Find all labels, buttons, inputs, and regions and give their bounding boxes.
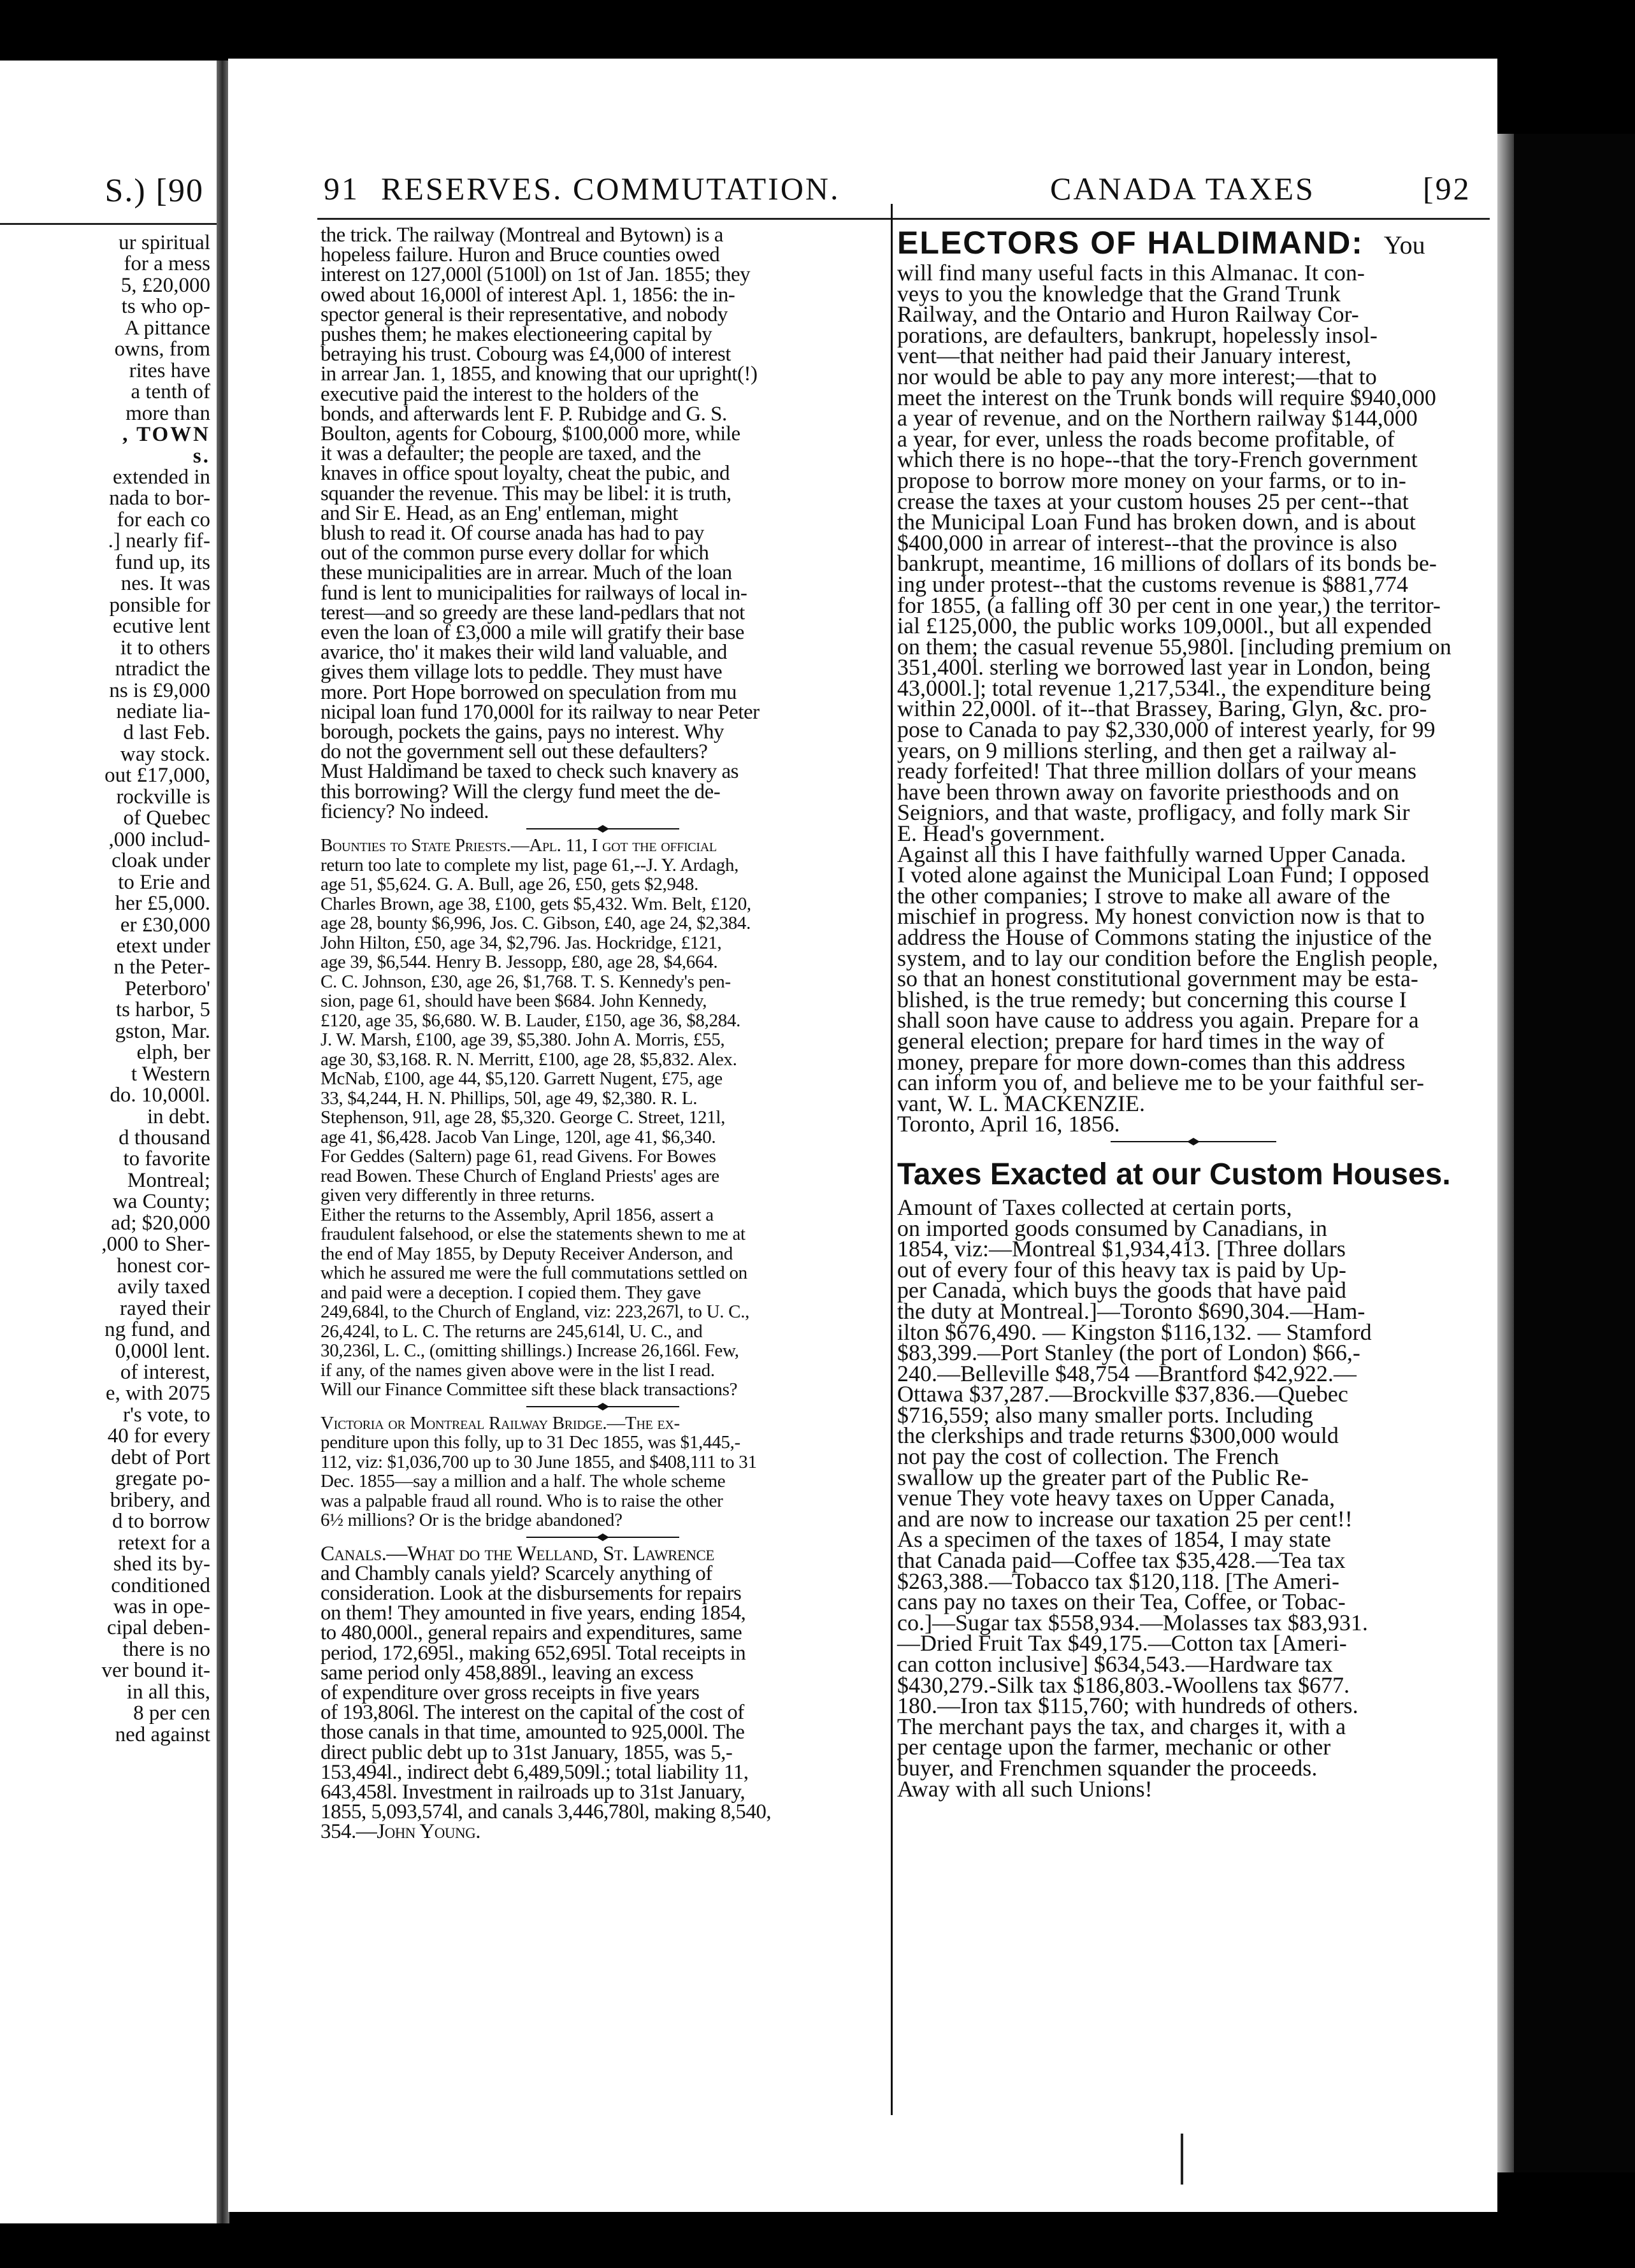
text-line: 6½ millions? Or is the bridge abandoned? [321, 1510, 623, 1531]
text-line: buyer, and Frenchmen squander the proceeds. [897, 1755, 1318, 1781]
text-line: return too late to complete my list, page 61,--J. Y. Ardagh, [321, 854, 739, 875]
text-line: Montreal; [127, 1168, 210, 1192]
text-line: venue They vote heavy taxes on Upper Canada, [897, 1485, 1336, 1511]
text-line: ready forfeited! That three million dollars of your means [897, 758, 1417, 784]
running-title-left: RESERVES. COMMUTATION. [381, 171, 840, 206]
text-line: years, on 9 millions sterling, and then get a railway al- [897, 737, 1397, 763]
text-line: system, and to lay our condition before the English people, [897, 945, 1438, 971]
text-line: ned against [115, 1723, 210, 1746]
text-line: $400,000 in arrear of interest--that the province is also [897, 529, 1397, 556]
text-line: , TOWN [122, 423, 210, 447]
text-line: conditioned [111, 1574, 210, 1597]
header-rule [317, 218, 1490, 220]
text-line: 153,494l., indirect debt 6,489,509l.; total liability 11, [321, 1760, 749, 1784]
left-text-column [0, 233, 210, 1746]
text-line: etext under [116, 934, 210, 958]
text-line: 5, £20,000 [120, 273, 210, 297]
text-line: a tenth of [131, 380, 210, 404]
text-line: for a mess [124, 252, 210, 276]
text-line: 354.—John Young. [321, 1820, 480, 1844]
text-line: .] nearly fif- [108, 529, 210, 553]
text-line: porations, are defaulters, bankrupt, hopelessly insol- [897, 322, 1378, 348]
taxes-paragraph [897, 1194, 1490, 1802]
text-line: ver bound it- [101, 1659, 210, 1683]
text-line: nada to bor- [109, 487, 210, 510]
text-line: Boulton, agents for Cobourg, $100,000 more, while [321, 422, 740, 446]
text-line: rites have [129, 359, 210, 382]
text-line: Canals.—What do the Welland, St. Lawrence [321, 1542, 714, 1565]
text-line: and Sir E. Head, as an Eng' entleman, might [321, 501, 678, 525]
text-line: consideration. Look at the disbursements for repairs [321, 1582, 742, 1605]
text-line: debt of Port [111, 1446, 210, 1469]
text-line: of expenditure over gross receipts in five years [321, 1681, 700, 1705]
text-line: gregate po- [115, 1467, 210, 1491]
text-line: $716,559; also many smaller ports. Including [897, 1402, 1313, 1428]
text-line: As a specimen of the taxes of 1854, I may state [897, 1526, 1331, 1553]
text-line: ur spiritual [119, 231, 210, 254]
text-line: propose to borrow more money on your farms, or to in- [897, 467, 1406, 493]
text-line: The merchant pays the tax, and charges it, with a [897, 1713, 1346, 1739]
text-line: Toronto, April 16, 1856. [897, 1111, 1120, 1137]
text-line: was in ope- [113, 1595, 210, 1618]
text-line: bonds, and afterwards lent F. P. Rubidge and G. S. [321, 402, 727, 426]
text-line: extended in [112, 465, 210, 489]
text-line: avarice, tho' it makes their wild land valuable, and [321, 641, 727, 664]
text-line: ing under protest--that the customs revenue is $881,774 [897, 571, 1408, 597]
text-line: ficiency? No indeed. [321, 800, 489, 823]
text-line: more. Port Hope borrowed on speculation from mu [321, 680, 737, 704]
text-line: 112, viz: $1,036,700 up to 30 June 1855, and $408,111 to 31 [321, 1451, 757, 1472]
text-line: ts harbor, 5 [115, 998, 210, 1022]
text-line: to Erie and [118, 870, 210, 894]
text-line: Bounties to State Priests.—Apl. 11, I got the official [321, 835, 717, 856]
column-reserves [321, 226, 885, 1842]
text-line: Dec. 1855—say a million and a half. The whole scheme [321, 1471, 726, 1492]
text-line: ns is £9,000 [109, 678, 210, 702]
text-line: the Municipal Loan Fund has broken down, and is about [897, 509, 1416, 535]
text-line: of Quebec [123, 807, 210, 830]
text-line: which there is no hope--that the tory-French government [897, 447, 1418, 473]
text-line: er £30,000 [120, 913, 210, 937]
electors-address [897, 262, 1490, 1135]
text-line: 351,400l. sterling we borrowed last year in London, being [897, 654, 1430, 680]
text-line: fraudulent falsehood, or else the statements shewn to me at [321, 1224, 745, 1245]
text-line: Victoria or Montreal Railway Bridge.—The ex- [321, 1412, 680, 1433]
text-line: it was a defaulter; the people are taxed, and the [321, 442, 701, 466]
section-ornament [321, 822, 885, 836]
text-line: age 51, $5,624. G. A. Bull, age 26, £50, gets $2,948. [321, 874, 699, 895]
text-line: $83,399.—Port Stanley (the port of London) $66,- [897, 1340, 1360, 1366]
canals-paragraph [321, 1544, 885, 1842]
text-line: a year, for ever, unless the roads become profitable, of [897, 426, 1395, 452]
text-line: 1854, viz:—Montreal $1,934,413. [Three dollars [897, 1236, 1346, 1262]
text-line: ng fund, and [104, 1318, 210, 1342]
text-line: so that an honest constitutional government may be esta- [897, 966, 1418, 992]
text-line: that Canada paid—Coffee tax $35,428.—Tea tax [897, 1547, 1346, 1574]
text-line: not pay the cost of collection. The French [897, 1444, 1279, 1470]
text-line: owed about 16,000l of interest Apl. 1, 1856: the in- [321, 283, 735, 306]
text-line: owns, from [114, 338, 210, 361]
page-number-right: [92 [1423, 171, 1471, 206]
text-line: rockville is [116, 785, 210, 808]
text-line: 8 per cen [133, 1702, 210, 1725]
text-line: I voted alone against the Municipal Loan Fund; I opposed [897, 862, 1429, 888]
text-line: period, 172,695l., making 652,695l. Total receipts in [321, 1641, 746, 1665]
text-line: 180.—Iron tax $115,760; with hundreds of others. [897, 1693, 1358, 1719]
text-line: sion, page 61, should have been $684. John Kennedy, [321, 991, 707, 1012]
text-line: Stephenson, 91l, age 28, $5,320. George C. Street, 121l, [321, 1107, 726, 1128]
text-line: d to borrow [112, 1510, 210, 1533]
left-header-rule [0, 223, 217, 225]
text-line: and are now to increase our taxation 25 per cent!! [897, 1505, 1353, 1532]
electors-heading: ELECTORS OF HALDIMAND: You [897, 225, 1425, 261]
text-line: interest on 127,000l (5100l) on 1st of Jan. 1855; they [321, 263, 751, 287]
text-line: nes. It was [120, 572, 210, 596]
text-line: Peterboro' [124, 977, 210, 1000]
text-line: 240.—Belleville $48,754 —Brantford $42,922.— [897, 1360, 1357, 1386]
text-line: same period only 458,889l., leaving an excess [321, 1661, 694, 1684]
text-line: For Geddes (Saltern) page 61, read Givens. For Bowes [321, 1146, 716, 1167]
text-line: the trick. The railway (Montreal and Bytown) is a [321, 224, 723, 247]
text-line: which he assured me were the full commutations settled on [321, 1263, 747, 1284]
text-line: Seigniors, and that waste, profligacy, and folly mark Sir [897, 800, 1410, 826]
text-line: age 28, bounty $6,996, Jos. C. Gibson, £40, age 24, $2,384. [321, 913, 751, 934]
text-line: ,000 includ- [108, 828, 210, 851]
text-line: C. C. Johnson, £30, age 26, $1,768. T. S. Kennedy's pen- [321, 971, 731, 992]
text-line: if any, of the names given above were in the list I read. [321, 1360, 715, 1381]
text-line: cans pay no taxes on their Tea, Coffee, or Tobac- [897, 1589, 1346, 1615]
text-line: gives them village lots to peddle. They must have [321, 661, 723, 684]
text-line: will find many useful facts in this Almanac. It con- [897, 260, 1365, 285]
text-line: —Dried Fruit Tax $49,175.—Cotton tax [Ameri- [897, 1630, 1347, 1656]
text-line: her £5,000. [115, 892, 210, 915]
text-line: elph, ber [136, 1041, 210, 1065]
text-line: Away with all such Unions! [897, 1776, 1153, 1802]
text-line: there is no [122, 1637, 210, 1661]
text-line: it to others [120, 636, 210, 659]
text-line: betraying his trust. Cobourg was £4,000 of interest [321, 343, 731, 366]
text-line: age 39, $6,544. Henry B. Jessopp, £80, age 28, $4,664. [321, 952, 718, 973]
text-line: this borrowing? Will the clergy fund meet the de- [321, 780, 721, 803]
text-line: of interest, [120, 1361, 210, 1384]
text-line: swallow up the greater part of the Public Re- [897, 1464, 1309, 1490]
text-line: ts who op- [121, 295, 210, 319]
text-line: on them; the casual revenue 55,980l. [including premium on [897, 633, 1451, 659]
column-canada-taxes [897, 225, 1490, 1802]
text-line: the end of May 1855, by Deputy Receiver Anderson, and [321, 1243, 733, 1264]
text-line: shed its by- [113, 1553, 210, 1576]
bounties-to-state-priests [321, 836, 885, 1400]
section-ornament [321, 1400, 885, 1414]
text-line: direct public debt up to 31st January, 1855, was 5,- [321, 1740, 733, 1764]
text-line: general election; prepare for hard times in the way of [897, 1028, 1385, 1054]
taxes-heading: Taxes Exacted at our Custom Houses. [897, 1157, 1451, 1191]
text-line: John Hilton, £50, age 34, $2,796. Jas. Hockridge, £121, [321, 932, 722, 953]
text-line: on them! They amounted in five years, ending 1854, [321, 1602, 746, 1625]
text-line: can cotton inclusive] $634,543.—Hardware tax [897, 1651, 1333, 1677]
text-line: d last Feb. [123, 721, 210, 745]
text-line: executive paid the interest to the holders of the [321, 382, 699, 406]
text-line: d thousand [119, 1126, 210, 1150]
text-line: vent—that neither had paid their January interest, [897, 343, 1351, 369]
text-line: fund up, its [115, 550, 210, 574]
right-page [228, 59, 1497, 2212]
text-line: age 41, $6,428. Jacob Van Linge, 120l, age 41, $6,340. [321, 1126, 716, 1147]
text-line: per Canada, which buys the goods that have paid [897, 1277, 1346, 1303]
text-line: age 30, $3,168. R. N. Merritt, £100, age 28, $5,832. Alex. [321, 1049, 737, 1070]
text-line: given very differently in three returns. [321, 1185, 595, 1206]
text-line: Either the returns to the Assembly, April 1856, assert a [321, 1204, 714, 1225]
text-line: 249,684l, to the Church of England, viz: 223,267l, to U. C., [321, 1302, 750, 1323]
text-line: 43,000l.]; total revenue 1,217,534l., the expenditure being [897, 675, 1431, 701]
text-line: knaves in office spout loyalty, cheat the pubic, and [321, 462, 730, 485]
text-line: do not the government sell out these defaulters? [321, 740, 708, 764]
text-line: mischief in progress. My honest conviction now is that to [897, 903, 1425, 929]
text-line: ad; $20,000 [111, 1211, 210, 1235]
text-line: spector general is their representative, and nobody [321, 303, 728, 326]
text-line: squander the revenue. This may be libel: it is truth, [321, 482, 731, 505]
text-line: a year of revenue, and on the Northern railway $144,000 [897, 405, 1418, 431]
text-line: McNab, £100, age 44, $5,120. Garrett Nugent, £75, age [321, 1068, 723, 1089]
text-line: money, prepare for more down-comes than this address [897, 1049, 1406, 1075]
text-line: rayed their [119, 1296, 210, 1320]
text-line: have been thrown away on favorite priesthoods and on [897, 779, 1399, 805]
text-line: ntradict the [115, 657, 210, 681]
text-line: e, with 2075 [105, 1382, 210, 1405]
text-line: r's vote, to [122, 1403, 210, 1426]
text-line: vant, W. L. MACKENZIE. [897, 1090, 1145, 1116]
text-line: bribery, and [110, 1488, 210, 1512]
text-line: hopeless failure. Huron and Bruce counties owed [321, 243, 720, 267]
text-line: pushes them; he makes electioneering capital by [321, 323, 712, 347]
text-line: out of every four of this heavy tax is paid by Up- [897, 1256, 1346, 1282]
text-line: blush to read it. Of course anada has had to pay [321, 522, 704, 545]
text-line: of 193,806l. The interest on the capital of the cost of [321, 1701, 744, 1725]
text-line: Will our Finance Committee sift these black transactions? [321, 1379, 738, 1400]
book-gutter [217, 61, 229, 2223]
text-line: E. Head's government. [897, 821, 1106, 847]
text-line: ial £125,000, the public works 109,000l., but all expended [897, 613, 1432, 639]
text-line: address the House of Commons stating the injustice of the [897, 924, 1432, 950]
text-line: to 480,000l., general repairs and expenditures, same [321, 1621, 742, 1645]
text-line: 643,458l. Investment in railroads up to 31st January, [321, 1781, 745, 1804]
text-line: crease the taxes at your custom houses 25 per cent--that [897, 488, 1409, 514]
text-line: on imported goods consumed by Canadians, in [897, 1215, 1327, 1241]
railway-defaulters-text [321, 226, 885, 822]
text-line: blished, is the true remedy; but concerning this course I [897, 986, 1407, 1012]
scan-edge [1497, 134, 1635, 2172]
margin-mark [1181, 2134, 1183, 2185]
text-line: $263,388.—Tobacco tax $120,118. [The Ameri- [897, 1568, 1339, 1594]
text-line: $430,279.-Silk tax $186,803.-Woollens tax $677. [897, 1672, 1350, 1698]
text-line: cloak under [112, 849, 210, 873]
text-line: penditure upon this folly, up to 31 Dec 1855, was $1,445,- [321, 1432, 740, 1453]
text-line: meet the interest on the Trunk bonds will require $940,000 [897, 384, 1436, 410]
text-line: in debt. [147, 1105, 210, 1128]
text-line: pose to Canada to pay $2,330,000 of interest yearly, for 99 [897, 717, 1436, 743]
text-line: borough, pockets the gains, pays no interest. Why [321, 721, 724, 744]
text-line: wa County; [112, 1190, 210, 1214]
text-line: £120, age 35, $6,680. W. B. Lauder, £150, age 36, $8,284. [321, 1010, 741, 1031]
text-line: way stock. [120, 742, 210, 766]
text-line: Railway, and the Ontario and Huron Railway Cor- [897, 301, 1359, 327]
text-line: 33, $4,244, H. N. Phillips, 50l, age 49, $2,380. R. L. [321, 1087, 698, 1109]
text-line: t Western [131, 1062, 210, 1086]
text-line: ilton $676,490. — Kingston $116,132. — Stamford [897, 1319, 1372, 1345]
text-line: gston, Mar. [115, 1019, 210, 1043]
text-line: out of the common purse every dollar for which [321, 542, 709, 565]
text-line: the other companies; I strove to make all aware of the [897, 882, 1390, 908]
text-line: ecutive lent [112, 615, 210, 638]
text-line: retext for a [118, 1531, 210, 1554]
text-line: the duty at Montreal.]—Toronto $690,304.—Ham- [897, 1298, 1365, 1324]
text-line: nicipal loan fund 170,000l for its railway to near Peter [321, 700, 760, 724]
text-line: these municipalities are in arrear. Much of the loan [321, 561, 732, 585]
text-line: do. 10,000l. [110, 1084, 210, 1107]
text-line: 1855, 5,093,574l, and canals 3,446,780l, making 8,540, [321, 1800, 772, 1824]
text-line: n the Peter- [113, 956, 210, 979]
text-line: to favorite [123, 1147, 210, 1171]
text-line: Charles Brown, age 38, £100, gets $5,432. Wm. Belt, £120, [321, 893, 751, 914]
text-line: was a palpable fraud all round. Who is to raise the other [321, 1490, 723, 1511]
text-line: Against all this I have faithfully warned Upper Canada. [897, 841, 1406, 867]
text-line: even the loan of £3,000 a mile will gratify their base [321, 621, 744, 645]
text-line: 40 for every [107, 1425, 210, 1448]
text-line: in all this, [126, 1680, 210, 1704]
text-line: ,000 to Sher- [101, 1233, 210, 1256]
text-line: avily taxed [117, 1275, 210, 1299]
running-title-right: CANADA TAXES [1050, 171, 1315, 206]
text-line: cipal deben- [106, 1616, 210, 1640]
text-line: ponsible for [109, 593, 210, 617]
text-line: co.]—Sugar tax $558,934.—Molasses tax $83,931. [897, 1609, 1368, 1635]
page-number-left: 91 [324, 171, 359, 206]
text-line: in arrear Jan. 1, 1855, and knowing that our upright(!) [321, 362, 758, 386]
text-line: 26,424l, to L. C. The returns are 245,614l, U. C., and [321, 1321, 703, 1342]
text-line: out £17,000, [104, 764, 210, 787]
text-line: fund is lent to municipalities for railways of local in- [321, 581, 747, 605]
text-line: read Bowen. These Church of England Priests' ages are [321, 1165, 719, 1186]
column-divider [891, 204, 893, 2115]
text-line: 0,000l lent. [115, 1339, 210, 1363]
text-line: more than [126, 401, 210, 425]
text-line: for each co [117, 508, 210, 531]
text-line: and paid were a deception. I copied them. They gave [321, 1282, 701, 1303]
text-line: the clerkships and trade returns $300,000 would [897, 1423, 1339, 1449]
text-line: nor would be able to pay any more interest;—that to [897, 363, 1377, 389]
text-line: Amount of Taxes collected at certain ports, [897, 1194, 1292, 1220]
text-line: within 22,000l. of it--that Brassey, Baring, Glyn, &c. pro- [897, 696, 1427, 722]
text-line: honest cor- [117, 1254, 210, 1277]
victoria-bridge-paragraph [321, 1414, 885, 1530]
text-line: A pittance [124, 316, 210, 340]
text-line: 30,236l, L. C., (omitting shillings.) Increase 26,166l. Few, [321, 1340, 739, 1361]
text-line: J. W. Marsh, £100, age 39, $5,380. John A. Morris, £55, [321, 1030, 725, 1051]
left-page-fragment [0, 61, 217, 2223]
text-line: s. [192, 444, 210, 468]
text-line: Ottawa $37,287.—Brockville $37,836.—Quebec [897, 1381, 1348, 1407]
section-ornament [897, 1135, 1490, 1149]
text-line: and Chambly canals yield? Scarcely anything of [321, 1561, 712, 1585]
text-line: those canals in that time, amounted to 925,000l. The [321, 1721, 745, 1744]
left-running-header: S.) [90 [104, 173, 204, 209]
text-line: per centage upon the farmer, mechanic or other [897, 1734, 1331, 1760]
text-line: bankrupt, meantime, 16 millions of dollars of its bonds be- [897, 550, 1437, 577]
text-line: veys to you the knowledge that the Grand Trunk [897, 280, 1341, 306]
text-line: shall soon have cause to address you again. Prepare for a [897, 1007, 1419, 1033]
text-line: terest—and so greedy are these land-pedlars that not [321, 601, 745, 624]
text-line: can inform you of, and believe me to be your faithful ser- [897, 1070, 1424, 1096]
text-line: for 1855, (a falling off 30 per cent in one year,) the territor- [897, 592, 1441, 618]
text-line: Must Haldimand be taxed to check such knavery as [321, 760, 738, 784]
text-line: nediate lia- [116, 700, 210, 723]
